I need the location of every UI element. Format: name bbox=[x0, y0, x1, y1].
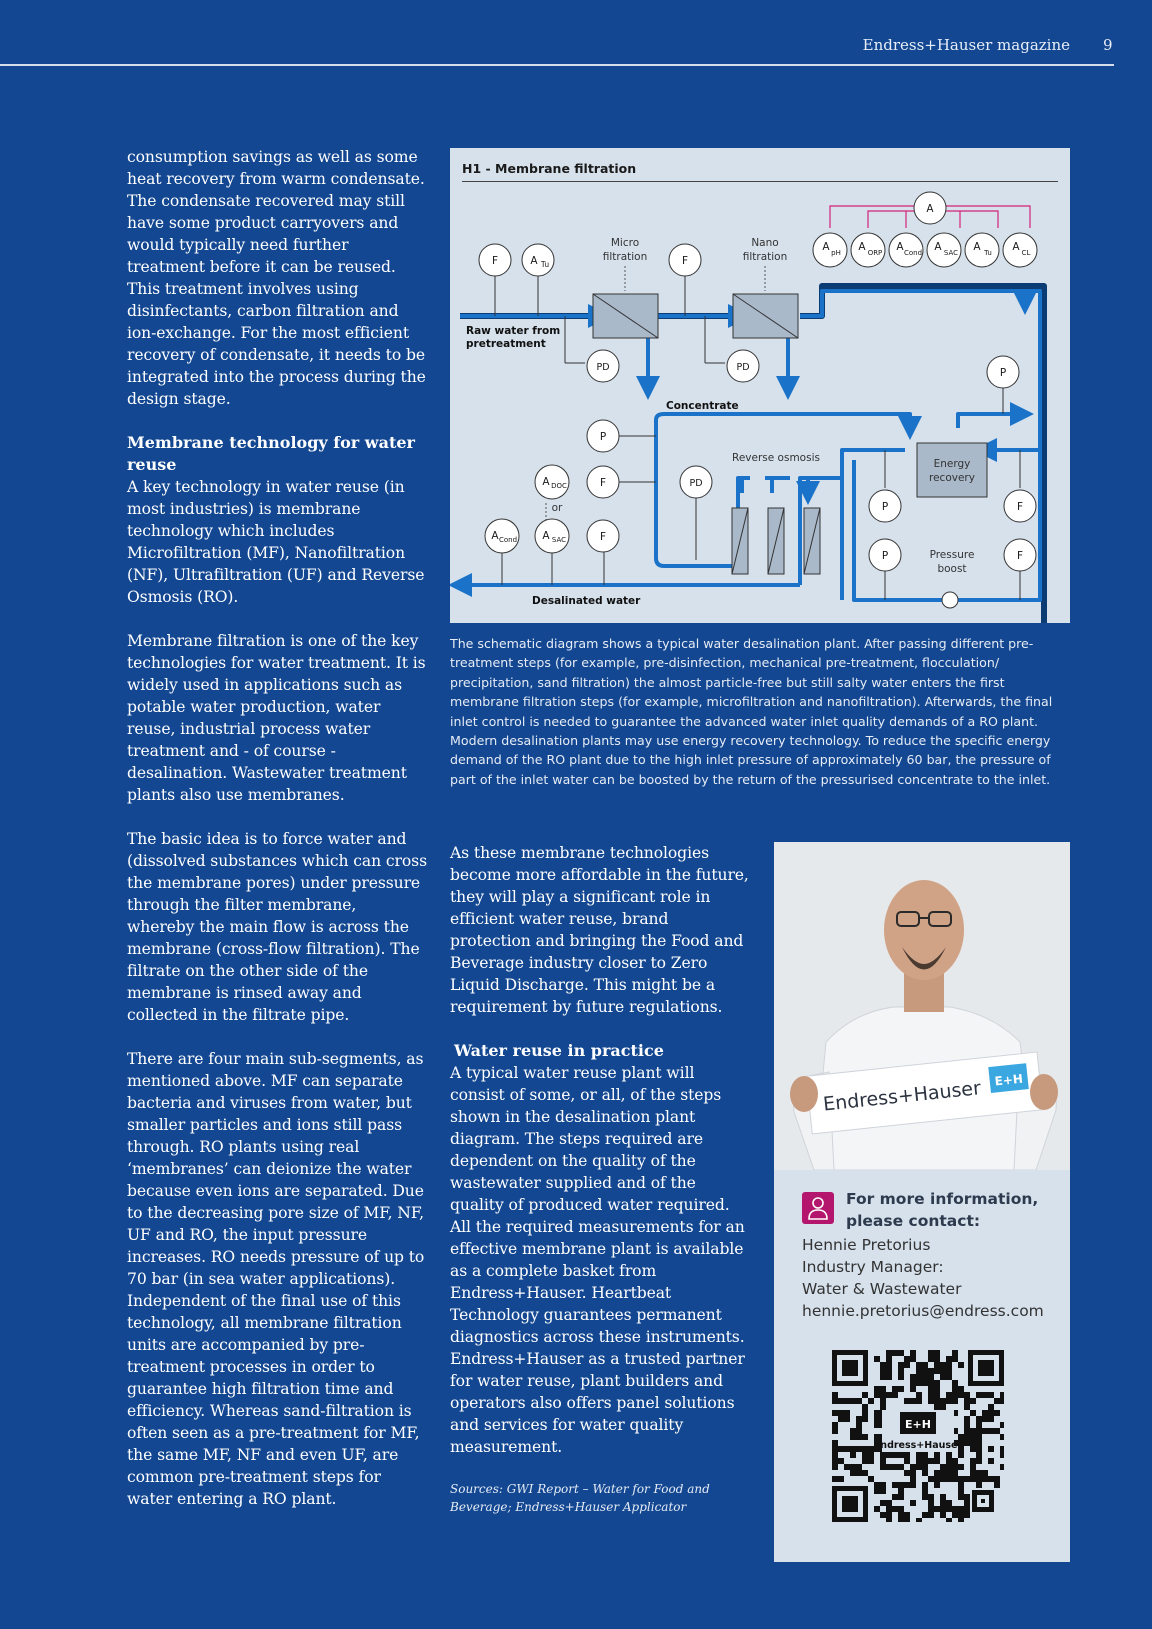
svg-text:A: A bbox=[542, 530, 550, 542]
svg-text:F: F bbox=[1016, 501, 1024, 513]
contact-title: Industry Manager: bbox=[802, 1258, 944, 1276]
body-paragraph: There are four main sub-segments, as mentioned above. MF can separate bacteria and viruses from water, but smaller particles and ions still pass through. RO plants using real ‘membranes’ can deionize the water because even ions are separated. Due to the decreasing pore size of MF, NF, UF and RO, the input pressure increases. RO needs pressure of up to 70 bar (in sea water applications). Independent of the final use of this technology, all membrane filtration units are accompanied by pre-treatment processes in order to guarantee high filtration time and efficiency. Whereas sand-filtration is often seen as a pre-treatment for MF, the same MF, NF and even UF, are common pre-treatment steps for water entering a RO plant. bbox=[127, 1050, 425, 1508]
contact-name: Hennie Pretorius bbox=[802, 1236, 931, 1254]
qr-brand: Endress+Hauser bbox=[873, 1440, 963, 1451]
svg-text:pH: pH bbox=[831, 249, 841, 257]
sources-note: Sources: GWI Report – Water for Food and Beverage; Endress+Hauser Applicator bbox=[450, 1482, 710, 1514]
svg-text:A: A bbox=[926, 203, 934, 215]
body-paragraph: A typical water reuse plant will consist of some, or all, of the steps shown in the desalination plant diagram. The steps required are dependent on the quality of the wastewater supplied and of the quality of produced water required. All the required measurements for an effective membrane plant is available as a complete basket from Endress+Hauser. Heartbeat Technology guarantees permanent diagnostics across these instruments. Endress+Hauser as a trusted partner for water reuse, plant builders and operators also offers panel solutions and services for water quality measurement. bbox=[450, 1064, 745, 1456]
svg-text:A: A bbox=[858, 241, 866, 253]
contact-heading: For more information, please contact: bbox=[846, 1190, 1039, 1230]
svg-text:or: or bbox=[551, 502, 563, 514]
svg-text:PD: PD bbox=[736, 362, 750, 373]
page-number: 9 bbox=[1103, 36, 1113, 54]
concentrate-out-pipe bbox=[958, 414, 1022, 428]
sign-brand-text: Endress+Hauser bbox=[822, 1077, 982, 1116]
energy-recovery-label: Energy bbox=[933, 458, 971, 470]
micro-filtration-label: Micro bbox=[610, 237, 640, 249]
energy-return-pipe bbox=[842, 450, 905, 600]
body-paragraph: As these membrane technologies become more affordable in the future, they will play a significant role in efficient water reuse, brand protection and bringing the Food and Beverage industry closer to Zero Liquid Discharge. This might be a requirement by future regulations. bbox=[450, 844, 749, 1016]
sample-pipe bbox=[822, 291, 1025, 303]
svg-text:A: A bbox=[491, 530, 499, 542]
section-heading: Water reuse in practice bbox=[454, 1041, 664, 1060]
raw-water-label: Raw water from bbox=[466, 325, 561, 337]
body-paragraph: consumption savings as well as some heat recovery from warm condensate. The condensate recovered may still have some product carryovers and would typically need further treatment before it can be reused. This treatment involves using disinfectants, carbon filtration and ion-exchange. For the most efficient recovery of condensate, it needs to be integrated into the process during the design stage. bbox=[127, 148, 426, 408]
membrane-filtration-diagram bbox=[450, 148, 1070, 623]
pd-label: PD bbox=[596, 362, 610, 373]
qr-code[interactable] bbox=[832, 1350, 1004, 1522]
pressure-label: P bbox=[599, 431, 607, 443]
concentrate-pipe bbox=[656, 414, 910, 428]
svg-text:pretreatment: pretreatment bbox=[466, 338, 546, 350]
middle-column bbox=[450, 842, 750, 1516]
contact-photo bbox=[774, 842, 1070, 1170]
svg-text:A: A bbox=[934, 241, 942, 253]
svg-text:SAC: SAC bbox=[943, 249, 959, 257]
body-paragraph: The basic idea is to force water and (dissolved substances which can cross the membrane pores) under pressure through the filter membrane, whereby the main flow is across the membrane (cross-flow filtration). The filtrate on the other side of the membrane is rinsed away and collected in the filtrate pipe. bbox=[127, 830, 427, 1024]
svg-text:recovery: recovery bbox=[929, 472, 975, 484]
svg-text:Tu: Tu bbox=[540, 260, 550, 269]
reverse-osmosis-label: Reverse osmosis bbox=[732, 452, 820, 464]
body-paragraph: A key technology in water reuse (in most industries) is membrane technology which includes Microfiltration (MF), Nanofiltration (NF), Ultrafiltration (UF) and Reverse Osmosis (RO). bbox=[127, 478, 425, 606]
person-icon bbox=[802, 1192, 834, 1224]
svg-text:SAC: SAC bbox=[551, 536, 567, 544]
svg-text:P: P bbox=[881, 550, 889, 562]
nano-filtration-label: Nano bbox=[751, 237, 779, 249]
contact-department: Water & Wastewater bbox=[802, 1280, 962, 1298]
svg-text:filtration: filtration bbox=[602, 251, 648, 263]
svg-text:A: A bbox=[896, 241, 904, 253]
svg-text:boost: boost bbox=[937, 563, 967, 575]
qr-logo: E+H bbox=[905, 1418, 931, 1431]
desalinated-water-label: Desalinated water bbox=[532, 595, 641, 607]
svg-text:Tu: Tu bbox=[984, 249, 992, 257]
section-heading: Membrane technology for water reuse bbox=[127, 433, 415, 474]
pressure-boost-label: Pressure bbox=[929, 549, 975, 561]
process-schematic bbox=[450, 148, 1070, 623]
figure-title: H1 - Membrane filtration bbox=[462, 161, 637, 176]
pressure-boost-pump bbox=[942, 592, 958, 608]
nano-filtration-unit bbox=[733, 294, 798, 338]
sign-logo: E+H bbox=[993, 1071, 1024, 1089]
svg-text:Cond: Cond bbox=[903, 249, 923, 257]
svg-text:ORP: ORP bbox=[867, 249, 883, 257]
figure-caption: The schematic diagram shows a typical water desalination plant. After passing different pre-treatment steps (for example, pre-disinfection, mechanical pre-treatment, flocculation/ precipitation, sand filtration) the almost particle-free but still salty water enters the first membrane filtration steps (for example, microfiltration and nanofiltration). Afterwards, the final inlet control is needed to guarantee the advanced water inlet quality demands of a RO plant. Modern desalination plants may use energy recovery technology. To reduce the specific energy demand of the RO plant due to the high inlet pressure of approximately 60 bar, the pressure of part of the inlet water can be boosted by the return of the pressurised concentrate to the inlet. bbox=[450, 636, 1053, 787]
svg-text:F: F bbox=[681, 255, 689, 267]
svg-text:A: A bbox=[973, 241, 981, 253]
svg-text:A: A bbox=[822, 241, 830, 253]
left-column bbox=[127, 146, 427, 1532]
svg-text:CL: CL bbox=[1021, 249, 1031, 257]
contact-email[interactable]: hennie.pretorius@endress.com bbox=[802, 1302, 1044, 1320]
svg-text:P: P bbox=[999, 367, 1007, 379]
svg-text:F: F bbox=[599, 477, 607, 489]
micro-filtration-unit bbox=[593, 294, 658, 338]
svg-text:DOC: DOC bbox=[551, 482, 567, 490]
svg-text:F: F bbox=[1016, 550, 1024, 562]
svg-text:PD: PD bbox=[689, 478, 703, 489]
svg-text:A: A bbox=[542, 476, 550, 488]
svg-text:Cond: Cond bbox=[498, 536, 518, 544]
flow-meter-label: F bbox=[491, 255, 499, 267]
svg-text:filtration: filtration bbox=[742, 251, 788, 263]
contact-box bbox=[774, 1170, 1070, 1562]
svg-text:F: F bbox=[599, 531, 607, 543]
analyzer-label: A bbox=[530, 255, 538, 267]
concentrate-label: Concentrate bbox=[666, 400, 739, 412]
energy-recovery-unit bbox=[917, 443, 987, 497]
body-paragraph: Membrane filtration is one of the key technologies for water treatment. It is widely used in applications such as potable water production, water reuse, industrial process water treatment and - of course - desalination. Wastewater treatment plants also use membranes. bbox=[127, 632, 426, 804]
magazine-title: Endress+Hauser magazine bbox=[862, 36, 1070, 54]
reverse-osmosis-units bbox=[732, 508, 820, 574]
svg-text:A: A bbox=[1012, 241, 1020, 253]
header-rule bbox=[0, 64, 1114, 66]
svg-text:P: P bbox=[881, 501, 889, 513]
